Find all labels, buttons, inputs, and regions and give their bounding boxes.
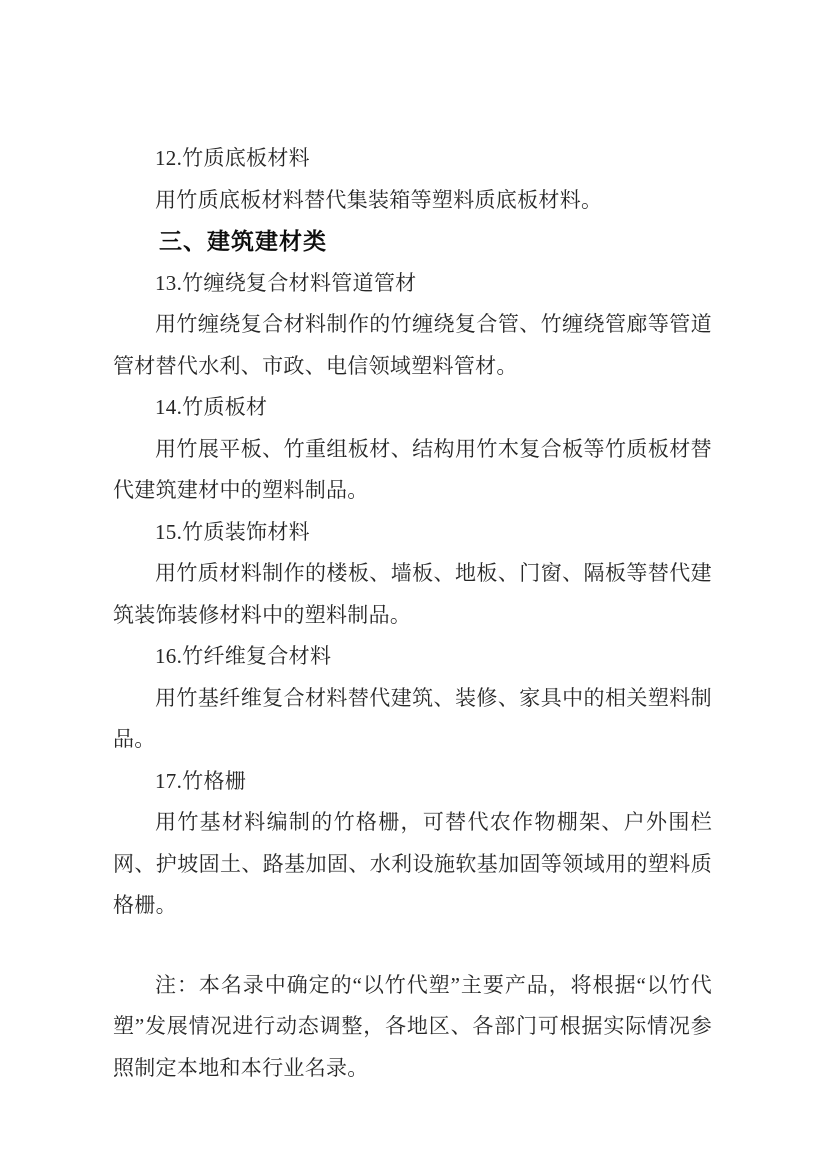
item-15-description: 用竹质材料制作的楼板、墙板、地板、门窗、隔板等替代建筑装饰装修材料中的塑料制品。	[113, 561, 712, 627]
item-13-title: 13.竹缠绕复合材料管道管材	[155, 270, 417, 295]
item-17-title: 17.竹格栅	[155, 768, 247, 793]
item-15-title: 15.竹质装饰材料	[155, 519, 310, 544]
item-14-title: 14.竹质板材	[155, 395, 268, 419]
item-14-description: 用竹展平板、竹重组板材、结构用竹木复合板等竹质板材替代建筑建材中的塑料制品。	[113, 436, 712, 502]
item-12-title: 12.竹质底板材料	[155, 146, 310, 170]
item-16-description: 用竹基纤维复合材料替代建筑、装修、家具中的相关塑料制品。	[113, 685, 712, 751]
item-16-title: 16.竹纤维复合材料	[155, 644, 332, 668]
section-heading-building-materials: 三、建筑建材类	[159, 228, 327, 254]
item-17-description: 用竹基材料编制的竹格栅，可替代农作物棚架、户外围栏网、护坡固土、路基加固、水利设施软基加固等领域用的塑料质格栅。	[113, 810, 712, 917]
item-13-description: 用竹缠绕复合材料制作的竹缠绕复合管、竹缠绕管廊等管道管材替代水利、市政、电信领域塑料管材。	[113, 312, 712, 378]
document-note: 注：本名录中确定的“以竹代塑”主要产品，将根据“以竹代塑”发展情况进行动态调整，各地区、各部门可根据实际情况参照制定本地和本行业名录。	[113, 972, 712, 1080]
item-12-description: 用竹质底板材料替代集装箱等塑料质底板材料。	[155, 187, 603, 212]
